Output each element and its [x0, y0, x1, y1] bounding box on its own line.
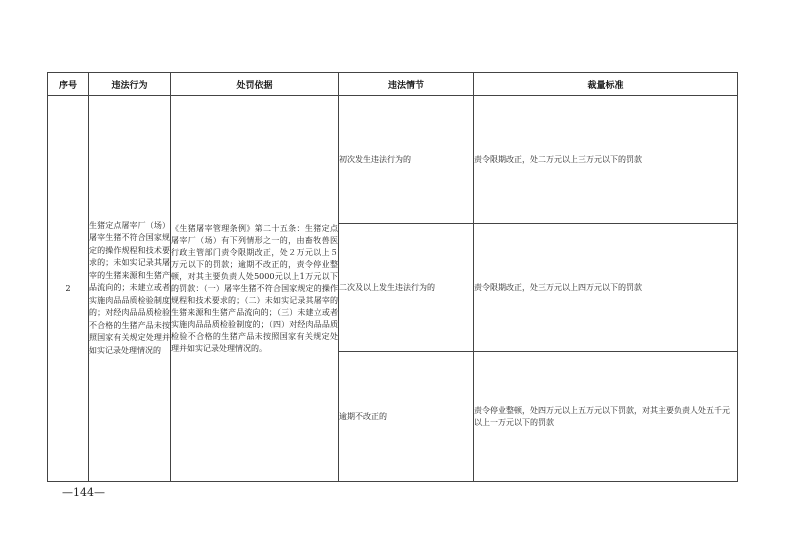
cell-circumstance-1: 初次发生违法行为的: [339, 96, 474, 224]
table-header-row: [48, 73, 738, 96]
cell-behavior: 生猪定点屠宰厂（场）屠宰生猪不符合国家规定的操作规程和技术要求的；未如实记录其屠宰的生猪来源和生猪产品流向的；未建立或者实施肉品品质检验制度的；对经肉品品质检验不合格的生猪产品未按照国家有关规定处理并如实记录处理情况的: [89, 96, 171, 482]
cell-circumstance-2: 二次及以上发生违法行为的: [339, 224, 474, 352]
cell-circumstance-3: 逾期不改正的: [339, 352, 474, 482]
cell-basis: 《生猪屠宰管理条例》第二十五条：生猪定点屠宰厂（场）有下列情形之一的，由畜牧兽医行政主管部门责令限期改正，处２万元以上５万元以下的罚款；逾期不改正的，责令停业整顿，对其主要负责人处5000元以上1万元以下的罚款：（一）屠宰生猪不符合国家规定的操作规程和技术要求的；（二）未如实记录其屠宰的生猪来源和生猪产品流向的；（三）未建立或者实施肉品品质检验制度的；（四）对经肉品品质检验不合格的生猪产品未按照国家有关规定处理并如实记录处理情况的。: [171, 96, 339, 482]
cell-standard-2: 责令限期改正，处三万元以上四万元以下的罚款: [474, 224, 738, 352]
cell-standard-1: 责令限期改正，处二万元以上三万元以下的罚款: [474, 96, 738, 224]
header-circumstance: 违法情节: [339, 73, 474, 96]
header-basis: 处罚依据: [171, 73, 339, 96]
table-row: [48, 96, 738, 224]
cell-standard-3: 责令停业整顿，处四万元以上五万元以下罚款，对其主要负责人处五千元以上一万元以下的罚款: [474, 352, 738, 482]
cell-seq: 2: [48, 96, 89, 482]
header-standard: 裁量标准: [474, 73, 738, 96]
page-number: —144—: [62, 486, 105, 499]
header-seq: 序号: [48, 73, 89, 96]
header-behavior: 违法行为: [89, 73, 171, 96]
penalty-table: [47, 72, 738, 482]
